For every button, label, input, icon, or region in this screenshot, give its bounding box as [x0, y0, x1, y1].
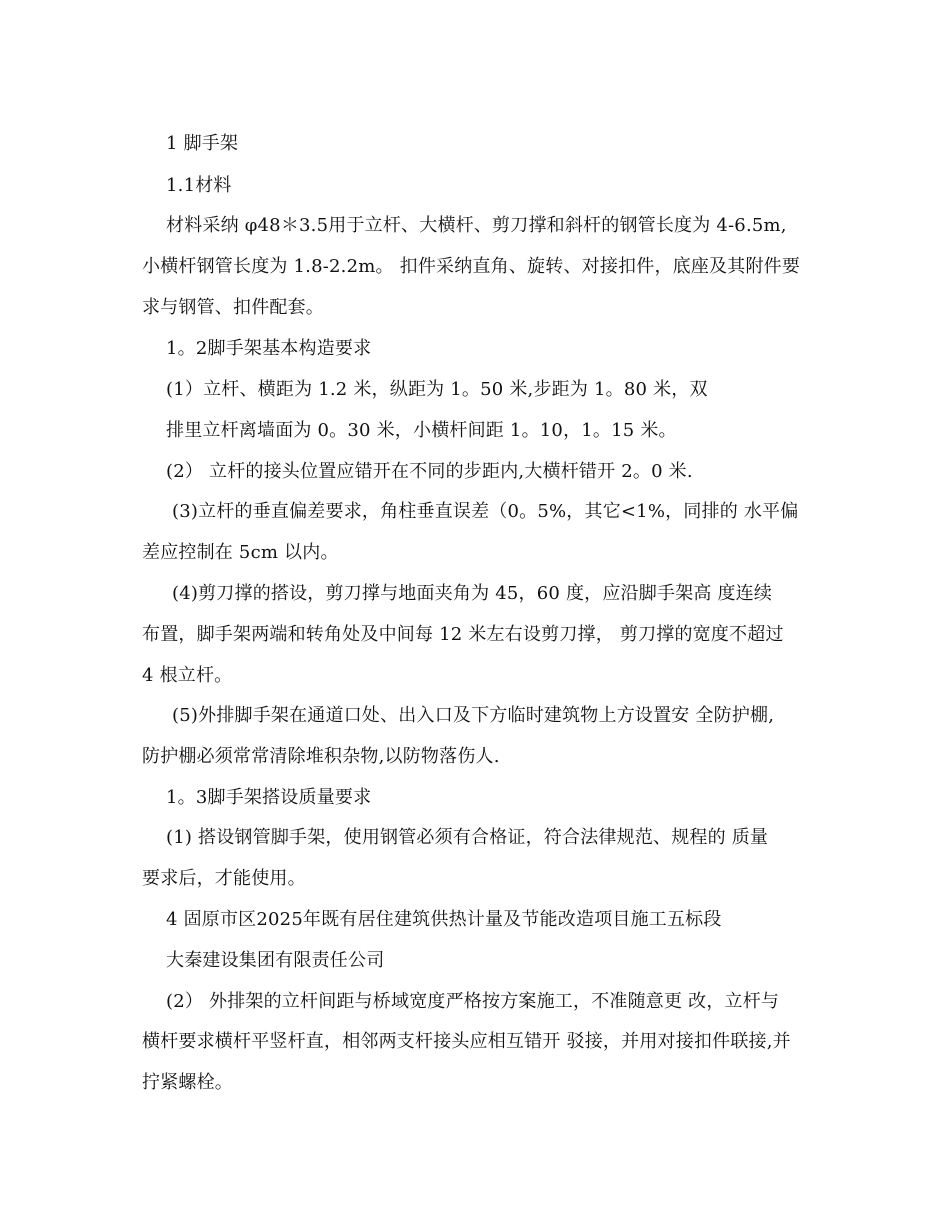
paragraph-line: 排里立杆离墙面为 0。30 米，小横杆间距 1。10，1。15 米。 [166, 420, 677, 441]
subsection-heading-1-3: 1。3脚手架搭设质量要求 [166, 787, 372, 808]
section-heading-1: 1 脚手架 [166, 133, 239, 154]
paragraph-line: 差应控制在 5cm 以内。 [142, 542, 339, 563]
paragraph-line: 求与钢管、扣件配套。 [142, 297, 324, 318]
paragraph-line: 拧紧螺栓。 [142, 1072, 233, 1093]
subsection-heading-1-2: 1。2脚手架基本构造要求 [166, 338, 372, 359]
paragraph-line: 小横杆钢管长度为 1.8-2.2m。 扣件采纳直角、旋转、对接扣件，底座及其附件要 [142, 256, 801, 277]
paragraph-line: 横杆要求横杆平竖杆直，相邻两支杆接头应相互错开 驳接，并用对接扣件联接,并 [142, 1031, 791, 1052]
paragraph-line: (4)剪刀撑的搭设，剪刀撑与地面夹角为 45，60 度，应沿脚手架高 度连续 [172, 583, 773, 604]
paragraph-line: (2） 立杆的接头位置应错开在不同的步距内,大横杆错开 2。0 米. [166, 461, 693, 482]
paragraph-line: (1) 搭设钢管脚手架，使用钢管必须有合格证，符合法律规范、规程的 质量 [166, 827, 769, 848]
paragraph-line: 布置，脚手架两端和转角处及中间每 12 米左右设剪刀撑， 剪刀撑的宽度不超过 [142, 624, 784, 645]
paragraph-line: 要求后，才能使用。 [142, 868, 306, 889]
paragraph-line: (3)立杆的垂直偏差要求，角柱垂直误差（0。5%，其它<1%，同排的 水平偏 [172, 501, 799, 522]
paragraph-line: 材料采纳 φ48＊3.5用于立杆、大横杆、剪刀撑和斜杆的钢管长度为 4-6.5m, [166, 215, 787, 236]
paragraph-line: (5)外排脚手架在通道口处、出入口及下方临时建筑物上方设置安 全防护棚, [172, 705, 775, 726]
paragraph-line: (1）立杆、横距为 1.2 米，纵距为 1。50 米,步距为 1。80 米，双 [166, 379, 708, 400]
paragraph-line: 4 根立杆。 [142, 665, 233, 686]
paragraph-line: 防护棚必须常常清除堆积杂物,以防物落伤人. [142, 746, 500, 767]
paragraph-line: (2） 外排架的立杆间距与桥域宽度严格按方案施工，不准随意更 改，立杆与 [166, 991, 780, 1012]
subsection-heading-1-1: 1.1材料 [166, 175, 232, 196]
page-header-company: 大秦建设集团有限责任公司 [166, 950, 385, 971]
page-header-project: 4 固原市区2025年既有居住建筑供热计量及节能改造项目施工五标段 [166, 909, 722, 930]
